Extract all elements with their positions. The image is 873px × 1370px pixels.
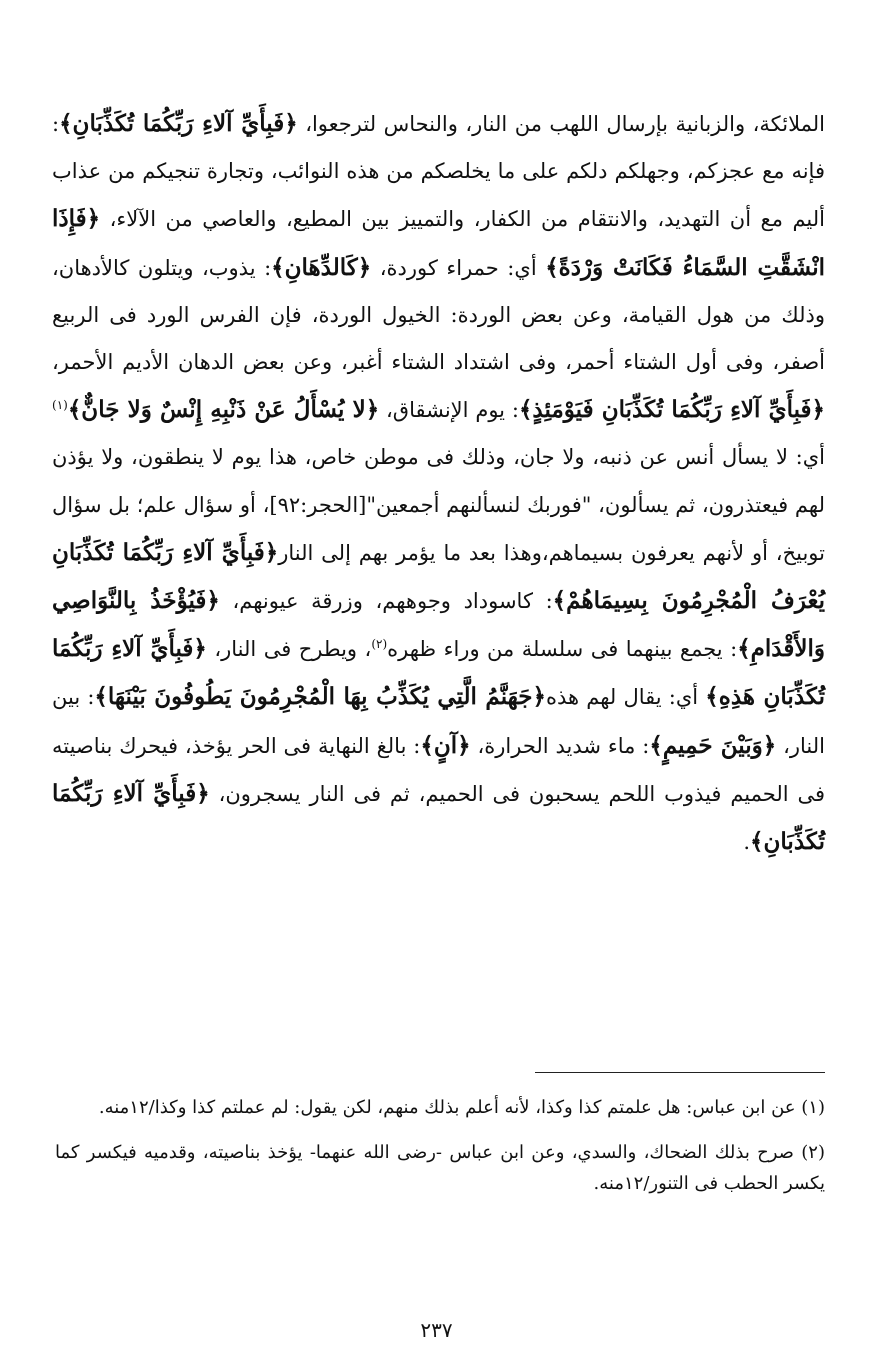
quran-verse: ﴿فَإِذَا انْشَقَّتِ السَّمَاءُ فَكَانَتْ وَرْدَةً﴾ xyxy=(52,205,825,281)
text-segment: : يذوب، ويتلون كالأدهان، وذلك من هول القيامة، وعن بعض الوردة: الخيول الوردة، فإن الفرس الورد فى الربيع أصفر، وفى أول الشتاء أحمر، وفى اشتداد الشتاء أغبر، وعن بعض الدهان الأديم الأحمر، xyxy=(52,255,825,375)
quran-verse: ﴿آنٍ﴾ xyxy=(420,731,471,759)
quran-verse: ﴿لا يُسْأَلُ عَنْ ذَنْبِهِ إِنْسٌ وَلا جَانٌّ﴾ xyxy=(67,396,380,424)
quran-verse: ﴿فَبِأَيِّ آلاءِ رَبِّكُمَا تُكَذِّبَانِ﴾ xyxy=(52,779,825,856)
quran-verse: ﴿فَيُؤْخَذُ بِالنَّوَاصِي وَالأَقْدَامِ﴾ xyxy=(52,587,825,663)
main-text xyxy=(52,100,825,866)
text-segment: : يوم الإنشقاق، xyxy=(379,398,519,423)
text-segment: أي: حمراء كوردة، xyxy=(371,255,546,280)
quran-verse: ﴿كَالدِّهَانِ﴾ xyxy=(271,253,372,281)
quran-verse: ﴿وَبَيْنَ حَمِيمٍ﴾ xyxy=(649,731,777,759)
text-segment: : فإنه مع عجزكم، وجهلكم دلكم على ما يخلصكم من هذه النوائب، وتجارة تنجيكم من عذاب أليم مع أن التهديد، والانتقام من الكفار، والتمييز بين المطيع، والعاصي من الآلاء، xyxy=(52,112,825,232)
text-segment: . xyxy=(743,830,751,855)
footnotes xyxy=(55,1092,825,1213)
text-segment: : يجمع بينهما فى سلسلة من وراء ظهره xyxy=(387,637,738,662)
page-number: ٢٣٧ xyxy=(420,1318,453,1342)
text-segment: : بين النار، xyxy=(52,685,826,758)
footnote-1: (١) عن ابن عباس: هل علمتم كذا وكذا، لأنه أعلم بذلك منهم، لكن يقول: لم عملتم كذا وكذا/١٢منه. xyxy=(98,1097,825,1118)
footnote-reference: (٢) xyxy=(371,637,388,652)
text-segment: أي: يقال لهم هذه xyxy=(545,685,706,710)
text-segment: : ماء شديد الحرارة، xyxy=(470,733,650,758)
text-segment: أي: لا يسأل أنس عن ذنبه، ولا جان، وذلك فى موطن خاص، هذا يوم لا ينطقون، ولا يؤذن لهم فيعتذرون، ثم يسألون، "فوربك لنسألنهم أجمعين"[الحجر:٩٢]، أو سؤال علم؛ بل سؤال توبيخ، أو لأنهم يعرفون بسيماهم،وهذا بعد ما يؤمر بهم إلى النار xyxy=(52,445,825,565)
quran-verse: ﴿جَهَنَّمُ الَّتِي يُكَذِّبُ بِهَا الْمُجْرِمُونَ يَطُوفُونَ بَيْنَهَا﴾ xyxy=(94,683,546,711)
text-segment: الملائكة، والزبانية بإرسال اللهب من النار، والنحاس لترجعوا، xyxy=(297,112,825,136)
footnote-2: (٢) صرح بذلك الضحاك، والسدي، وعن ابن عباس -رضى الله عنهما- يؤخذ بناصيته، وقدميه فيكسر كما يكسر الحطب فى التنور/١٢منه. xyxy=(55,1142,825,1194)
quran-verse: ﴿فَبِأَيِّ آلاءِ رَبِّكُمَا تُكَذِّبَانِ هَذِهِ﴾ xyxy=(52,635,826,711)
quran-verse: ﴿فَبِأَيِّ آلاءِ رَبِّكُمَا تُكَذِّبَانِ يُعْرَفُ الْمُجْرِمُونَ بِسِيمَاهُمْ﴾ xyxy=(52,538,826,615)
quran-verse: ﴿فَبِأَيِّ آلاءِ رَبِّكُمَا تُكَذِّبَانِ فَيَوْمَئِذٍ﴾ xyxy=(518,396,826,424)
text-segment: ، ويطرح فى النار، xyxy=(206,637,372,662)
text-segment: : كاسوداد وجوههم، وزرقة عيونهم، xyxy=(219,589,553,614)
text-segment: : بالغ النهاية فى الحر يؤخذ، فيحرك بناصيته فى الحميم فيذوب اللحم يسحبون فى الحميم، ثم فى النار يسجرون، xyxy=(52,733,825,806)
quran-verse: ﴿فَبِأَيِّ آلاءِ رَبِّكُمَا تُكَذِّبَانِ﴾ xyxy=(59,110,298,137)
footnote-divider xyxy=(535,1072,825,1073)
footnote-reference: (١) xyxy=(52,398,68,413)
